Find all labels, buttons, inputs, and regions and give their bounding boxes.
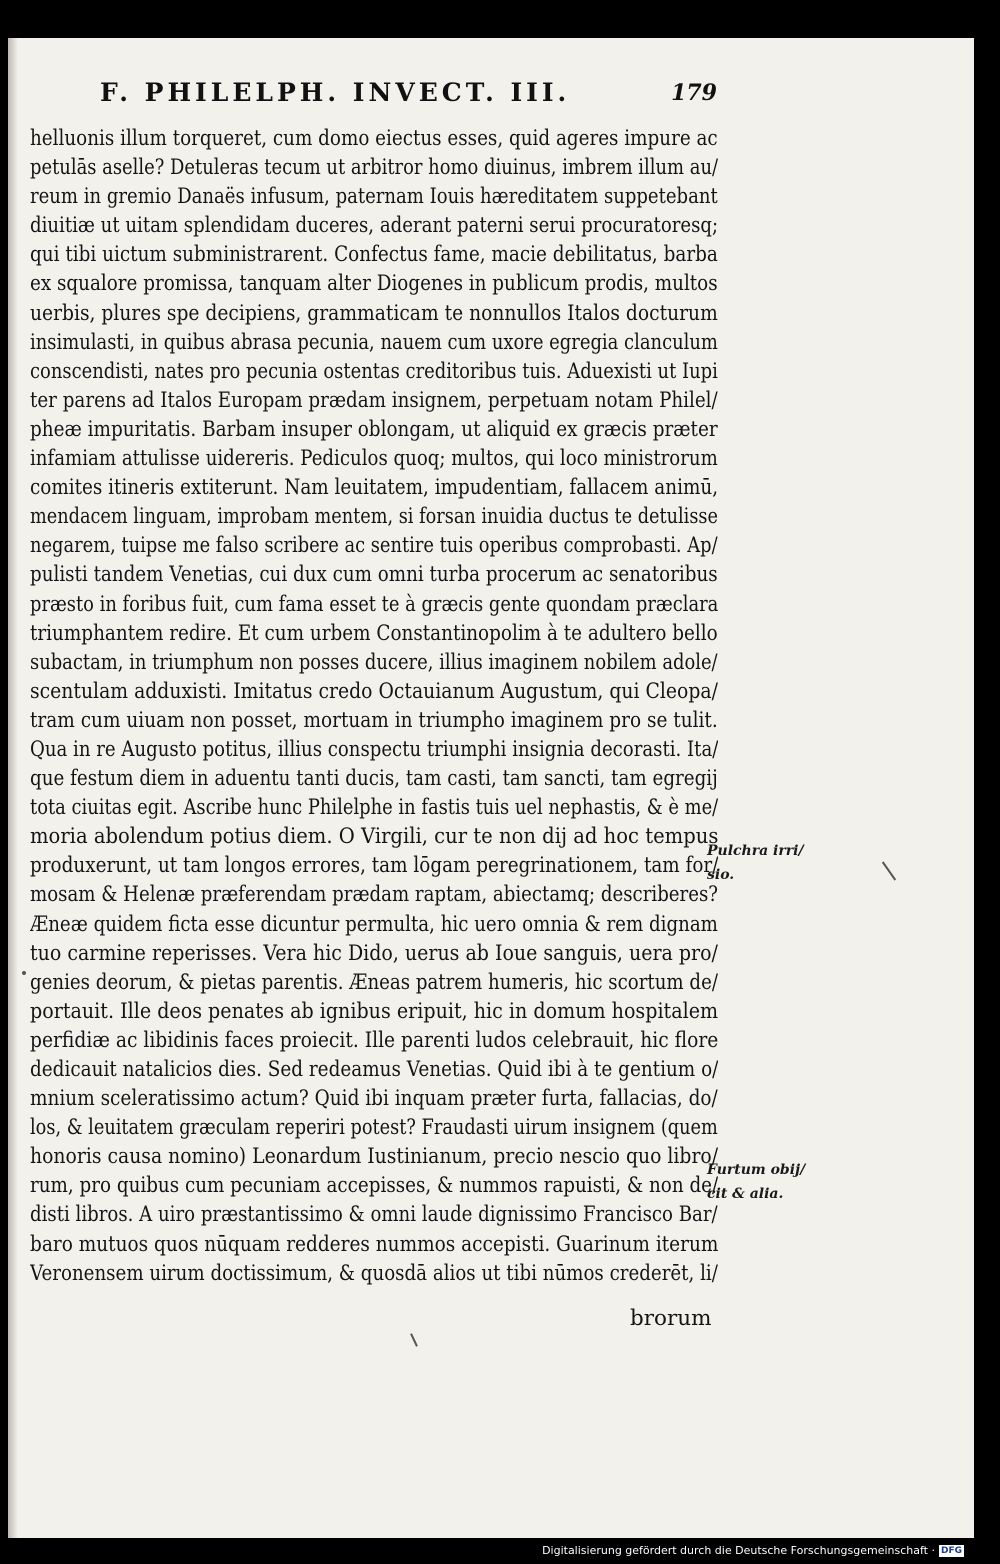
text-line: perfidiæ ac libidinis faces proiecit. Ille parenti ludos celebrauit, hic flore bbox=[30, 1027, 718, 1053]
text-line: que festum diem in aduentu tanti ducis, tam casti, tam sancti, tam egregij bbox=[30, 766, 718, 792]
catchword: brorum bbox=[630, 1306, 712, 1331]
text-line: portauit. Ille deos penates ab ignibus eripuit, hic in domum hospitalem bbox=[30, 998, 718, 1024]
marginal-note-line: sio. bbox=[707, 867, 735, 883]
ink-mark bbox=[882, 861, 896, 880]
dfg-logo: DFG bbox=[940, 1545, 962, 1556]
text-line: qui tibi uictum subministrarent. Confectus fame, macie debilitatus, barba bbox=[30, 242, 718, 268]
text-line: tota ciuitas egit. Ascribe hunc Philelphe in fastis tuis uel nephastis, & è me/ bbox=[30, 795, 718, 821]
text-line: genies deorum, & pietas parentis. Æneas patrem humeris, hic scortum de/ bbox=[30, 969, 718, 995]
text-line: comites itineris extiterunt. Nam leuitatem, impudentiam, fallacem animū, bbox=[30, 475, 718, 501]
text-line: moria abolendum potius diem. O Virgili, cur te non dij ad hoc tempus bbox=[30, 824, 718, 850]
text-line: mnium sceleratissimo actum? Quid ibi inquam præter furta, fallacias, do/ bbox=[30, 1086, 718, 1112]
text-line: reum in gremio Danaës infusum, paternam Iouis hæreditatem suppetebant bbox=[30, 184, 718, 210]
text-line: tram cum uiuam non posset, mortuam in triumpho imaginem pro se tulit. bbox=[30, 707, 718, 733]
marginal-note-line: Pulchra irri/ bbox=[707, 843, 804, 859]
page-number: 179 bbox=[671, 80, 717, 106]
marginal-note bbox=[707, 839, 804, 887]
digitization-footer bbox=[542, 1544, 964, 1557]
text-line: Qua in re Augusto potitus, illius conspectu triumphi insignia decorasti. Ita/ bbox=[30, 736, 718, 762]
text-line: conscendisti, nates pro pecunia ostentas creditoribus tuis. Aduexisti ut Iupi bbox=[30, 358, 718, 384]
text-line: negarem, tuipse me falso scribere ac sentire tuis operibus comprobasti. Ap/ bbox=[30, 533, 718, 559]
text-line: disti libros. A uiro præstantissimo & omni laude dignissimo Francisco Bar/ bbox=[30, 1202, 718, 1228]
ink-mark bbox=[410, 1333, 418, 1347]
text-line: tuo carmine reperisses. Vera hic Dido, uerus ab Ioue sanguis, uera pro/ bbox=[30, 940, 718, 966]
running-title: F. PHILELPH. INVECT. III. bbox=[100, 78, 571, 107]
text-line: helluonis illum torqueret, cum domo eiectus esses, quid ageres impure ac bbox=[30, 126, 718, 151]
text-line: rum, pro quibus cum pecuniam accepisses, & nummos rapuisti, & non de/ bbox=[30, 1173, 718, 1199]
text-line: ex squalore promissa, tanquam alter Diogenes in publicum prodis, multos bbox=[30, 271, 718, 297]
ink-mark bbox=[22, 971, 26, 975]
text-line: scentulam adduxisti. Imitatus credo Octauianum Augustum, qui Cleopa/ bbox=[30, 678, 718, 704]
text-line: insimulasti, in quibus abrasa pecunia, nauem cum uxore egregia clanculum bbox=[30, 329, 718, 355]
text-line: mosam & Helenæ præferendam prædam raptam, abiectamq; describeres? bbox=[30, 882, 718, 908]
text-line: baro mutuos quos nūquam redderes nummos accepisti. Guarinum iterum bbox=[30, 1231, 718, 1257]
text-line: diuitiæ ut uitam splendidam duceres, aderant paterni serui procuratoresq; bbox=[30, 213, 718, 239]
page-header bbox=[100, 78, 717, 107]
text-line: uerbis, plures spe decipiens, grammaticam te nonnullos Italos docturum bbox=[30, 300, 718, 326]
text-line: pulisti tandem Venetias, cui dux cum omni turba procerum ac senatoribus bbox=[30, 562, 718, 588]
text-line: præsto in foribus fuit, cum fama esset te à græcis gente quondam præclara bbox=[30, 591, 718, 617]
text-line: ter parens ad Italos Europam prædam insignem, perpetuam notam Philel/ bbox=[30, 387, 718, 413]
text-line: infamiam attulisse uidereris. Pediculos quoq; multos, qui loco ministrorum bbox=[30, 446, 718, 472]
text-line: Veronensem uirum doctissimum, & quosdā alios ut tibi nūmos crederēt, li/ bbox=[30, 1260, 718, 1286]
book-page bbox=[8, 38, 974, 1538]
text-line: los, & leuitatem græculam reperiri potest? Fraudasti uirum insignem (quem bbox=[30, 1115, 718, 1141]
text-line: produxerunt, ut tam longos errores, tam lōgam peregrinationem, tam for/ bbox=[30, 853, 718, 879]
page-edge-shadow bbox=[8, 38, 18, 1538]
text-line: pheæ impuritatis. Barbam insuper oblongam, ut aliquid ex græcis præter bbox=[30, 416, 718, 442]
text-line: mendacem linguam, improbam mentem, si forsan inuidia ductus te detulisse bbox=[30, 504, 718, 530]
text-line: petulās aselle? Detuleras tecum ut arbitror homo diuinus, imbrem illum au/ bbox=[30, 155, 718, 181]
body-text bbox=[30, 124, 718, 1288]
text-line: triumphantem redire. Et cum urbem Constantinopolim à te adultero bello bbox=[30, 620, 718, 646]
marginal-note-line: Furtum obij/ bbox=[707, 1162, 806, 1178]
marginal-note-line: cit & alia. bbox=[707, 1186, 784, 1202]
text-line: honoris causa nomino) Leonardum Iustinianum, precio nescio quo libro/ bbox=[30, 1144, 718, 1170]
text-line: dedicauit natalicios dies. Sed redeamus Venetias. Quid ibi à te gentium o/ bbox=[30, 1057, 718, 1082]
text-line: Æneæ quidem ficta esse dicuntur permulta, hic uero omnia & rem dignam bbox=[30, 911, 718, 937]
marginal-note bbox=[707, 1158, 805, 1206]
footer-credit: Digitalisierung gefördert durch die Deutsche Forschungsgemeinschaft · bbox=[542, 1544, 935, 1557]
text-line: subactam, in triumphum non posses ducere, illius imaginem nobilem adole/ bbox=[30, 649, 718, 675]
